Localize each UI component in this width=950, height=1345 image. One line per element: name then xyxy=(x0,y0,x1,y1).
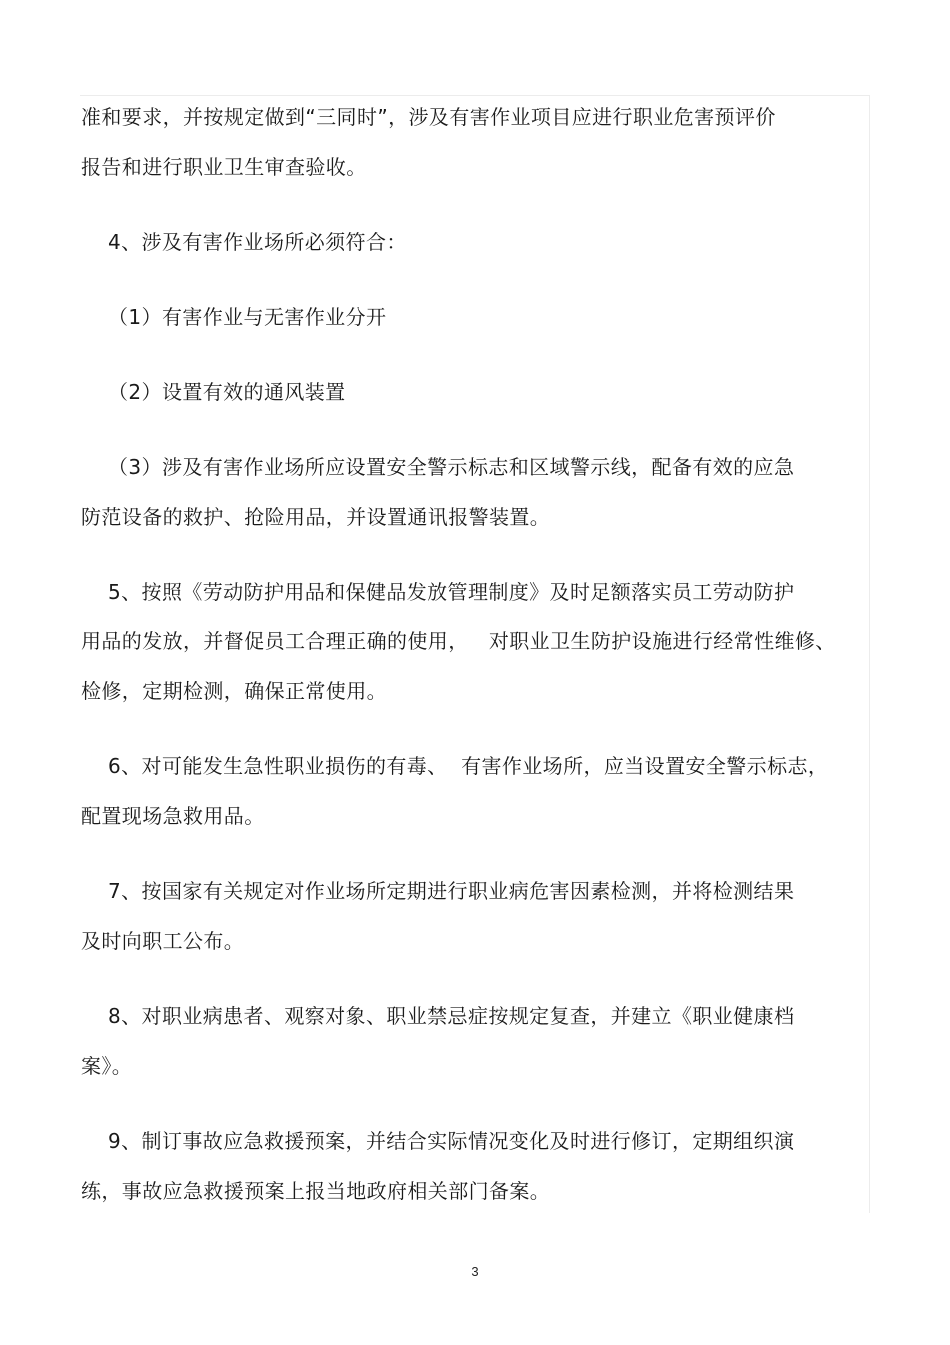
document-body xyxy=(81,97,851,1204)
text-line: 检修，定期检测，确保正常使用。 xyxy=(81,679,387,703)
paragraph-continuation xyxy=(81,105,851,180)
text-line: 6、对可能发生急性职业损伤的有毒、 有害作业场所，应当设置安全警示标志， xyxy=(81,754,829,778)
text-line: 及时向职工公布。 xyxy=(81,929,245,953)
page-border-right xyxy=(869,95,870,1213)
text-line: 配置现场急救用品。 xyxy=(81,804,265,828)
text-line: 4、涉及有害作业场所必须符合： xyxy=(81,230,407,254)
paragraph-item-9 xyxy=(81,1129,851,1204)
text-line: 防范设备的救护、抢险用品，并设置通讯报警装置。 xyxy=(81,505,551,529)
page-border-top xyxy=(80,95,870,96)
text-line: 8、对职业病患者、观察对象、职业禁忌症按规定复查，并建立《职业健康档 xyxy=(81,1004,795,1028)
text-line: （2）设置有效的通风装置 xyxy=(81,380,346,404)
paragraph-item-4-2 xyxy=(81,380,851,405)
text-line: 9、制订事故应急救援预案，并结合实际情况变化及时进行修订，定期组织演 xyxy=(81,1129,795,1153)
paragraph-item-4-1 xyxy=(81,305,851,330)
text-line: 7、按国家有关规定对作业场所定期进行职业病危害因素检测，并将检测结果 xyxy=(81,879,795,903)
text-line: 5、按照《劳动防护用品和保健品发放管理制度》及时足额落实员工劳动防护 xyxy=(81,580,795,604)
text-line: 准和要求，并按规定做到“三同时”，涉及有害作业项目应进行职业危害预评价 xyxy=(81,105,776,129)
text-line: （1）有害作业与无害作业分开 xyxy=(81,305,387,329)
text-line: 报告和进行职业卫生审查验收。 xyxy=(81,155,367,179)
paragraph-item-6 xyxy=(81,754,851,829)
text-line: 用品的发放，并督促员工合理正确的使用， 对职业卫生防护设施进行经常性维修、 xyxy=(81,629,836,653)
page-number: 3 xyxy=(471,1264,479,1279)
paragraph-item-4 xyxy=(81,230,851,255)
paragraph-item-5 xyxy=(81,580,851,704)
text-line: （3）涉及有害作业场所应设置安全警示标志和区域警示线，配备有效的应急 xyxy=(81,455,795,479)
paragraph-item-4-3 xyxy=(81,455,851,530)
paragraph-item-7 xyxy=(81,879,851,954)
text-line: 练，事故应急救援预案上报当地政府相关部门备案。 xyxy=(81,1179,551,1203)
text-line: 案》。 xyxy=(81,1054,133,1078)
paragraph-item-8 xyxy=(81,1004,851,1079)
